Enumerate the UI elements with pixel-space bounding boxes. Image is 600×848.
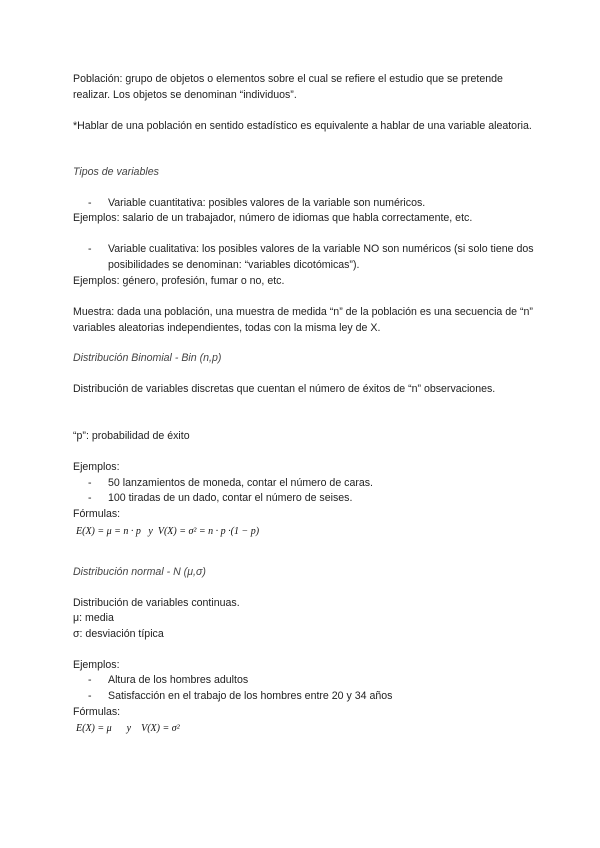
- list-item: [88, 689, 538, 705]
- tipos-title: Tipos de variables: [73, 166, 159, 178]
- list-item: [88, 476, 538, 492]
- binomial-formula: E(X) = μ = n · p y V(X) = σ² = n · p ·(1 − p): [76, 526, 260, 537]
- ejemplos-cuantitativa: Ejemplos: salario de un trabajador, número de idiomas que habla correctamente, etc.: [73, 212, 473, 224]
- binomial-ejemplo-2: 100 tiradas de un dado, contar el número de seises.: [108, 492, 353, 504]
- muestra-paragraph: Muestra: dada una población, una muestra de medida “n” de la población es una secuencia de “n” variables aleatorias independientes, todas con la misma ley de X.: [73, 306, 533, 334]
- binomial-title: Distribución Binomial - Bin (n,p): [73, 352, 222, 364]
- sigma-definition: σ: desviación típica: [73, 628, 164, 640]
- ejemplos-cualitativa: Ejemplos: género, profesión, fumar o no, etc.: [73, 275, 285, 287]
- binomial-ejemplo-1: 50 lanzamientos de moneda, contar el número de caras.: [108, 477, 373, 489]
- p-definition: “p”: probabilidad de éxito: [73, 430, 190, 442]
- normal-ejemplo-1: Altura de los hombres adultos: [108, 674, 249, 686]
- bullet-dash: -: [88, 690, 92, 702]
- binomial-ejemplos-label: Ejemplos:: [73, 461, 120, 473]
- binomial-formulas-label: Fórmulas:: [73, 508, 121, 520]
- normal-title: Distribución normal - N (μ,σ): [73, 566, 206, 578]
- bullet-dash: -: [88, 197, 92, 209]
- normal-ejemplo-2: Satisfacción en el trabajo de los hombres entre 20 y 34 años: [108, 690, 393, 702]
- normal-ejemplos-label: Ejemplos:: [73, 659, 120, 671]
- poblacion-paragraph: Población: grupo de objetos o elementos sobre el cual se refiere el estudio que se pretende realizar. Los objetos se denominan “individuos”.: [73, 73, 503, 101]
- cualitativa-item: Variable cualitativa: los posibles valores de la variable NO son numéricos (si solo tiene dos posibilidades se denominan: “variables dicotómicas”).: [108, 243, 534, 271]
- list-item: [88, 673, 538, 689]
- binomial-desc: Distribución de variables discretas que cuentan el número de éxitos de “n” observaciones.: [73, 383, 496, 395]
- list-item: [88, 196, 538, 212]
- mu-definition: μ: media: [73, 612, 114, 624]
- normal-desc: Distribución de variables continuas.: [73, 597, 240, 609]
- normal-formula: E(X) = μ y V(X) = σ²: [76, 723, 180, 734]
- bullet-dash: -: [88, 674, 92, 686]
- list-item: [88, 491, 538, 507]
- bullet-dash: -: [88, 243, 92, 255]
- normal-formulas-label: Fórmulas:: [73, 706, 121, 718]
- nota-paragraph: *Hablar de una población en sentido estadístico es equivalente a hablar de una variable aleatoria.: [73, 120, 532, 132]
- bullet-dash: -: [88, 492, 92, 504]
- cuantitativa-item: Variable cuantitativa: posibles valores de la variable son numéricos.: [108, 197, 426, 209]
- bullet-dash: -: [88, 477, 92, 489]
- list-item: [88, 242, 538, 273]
